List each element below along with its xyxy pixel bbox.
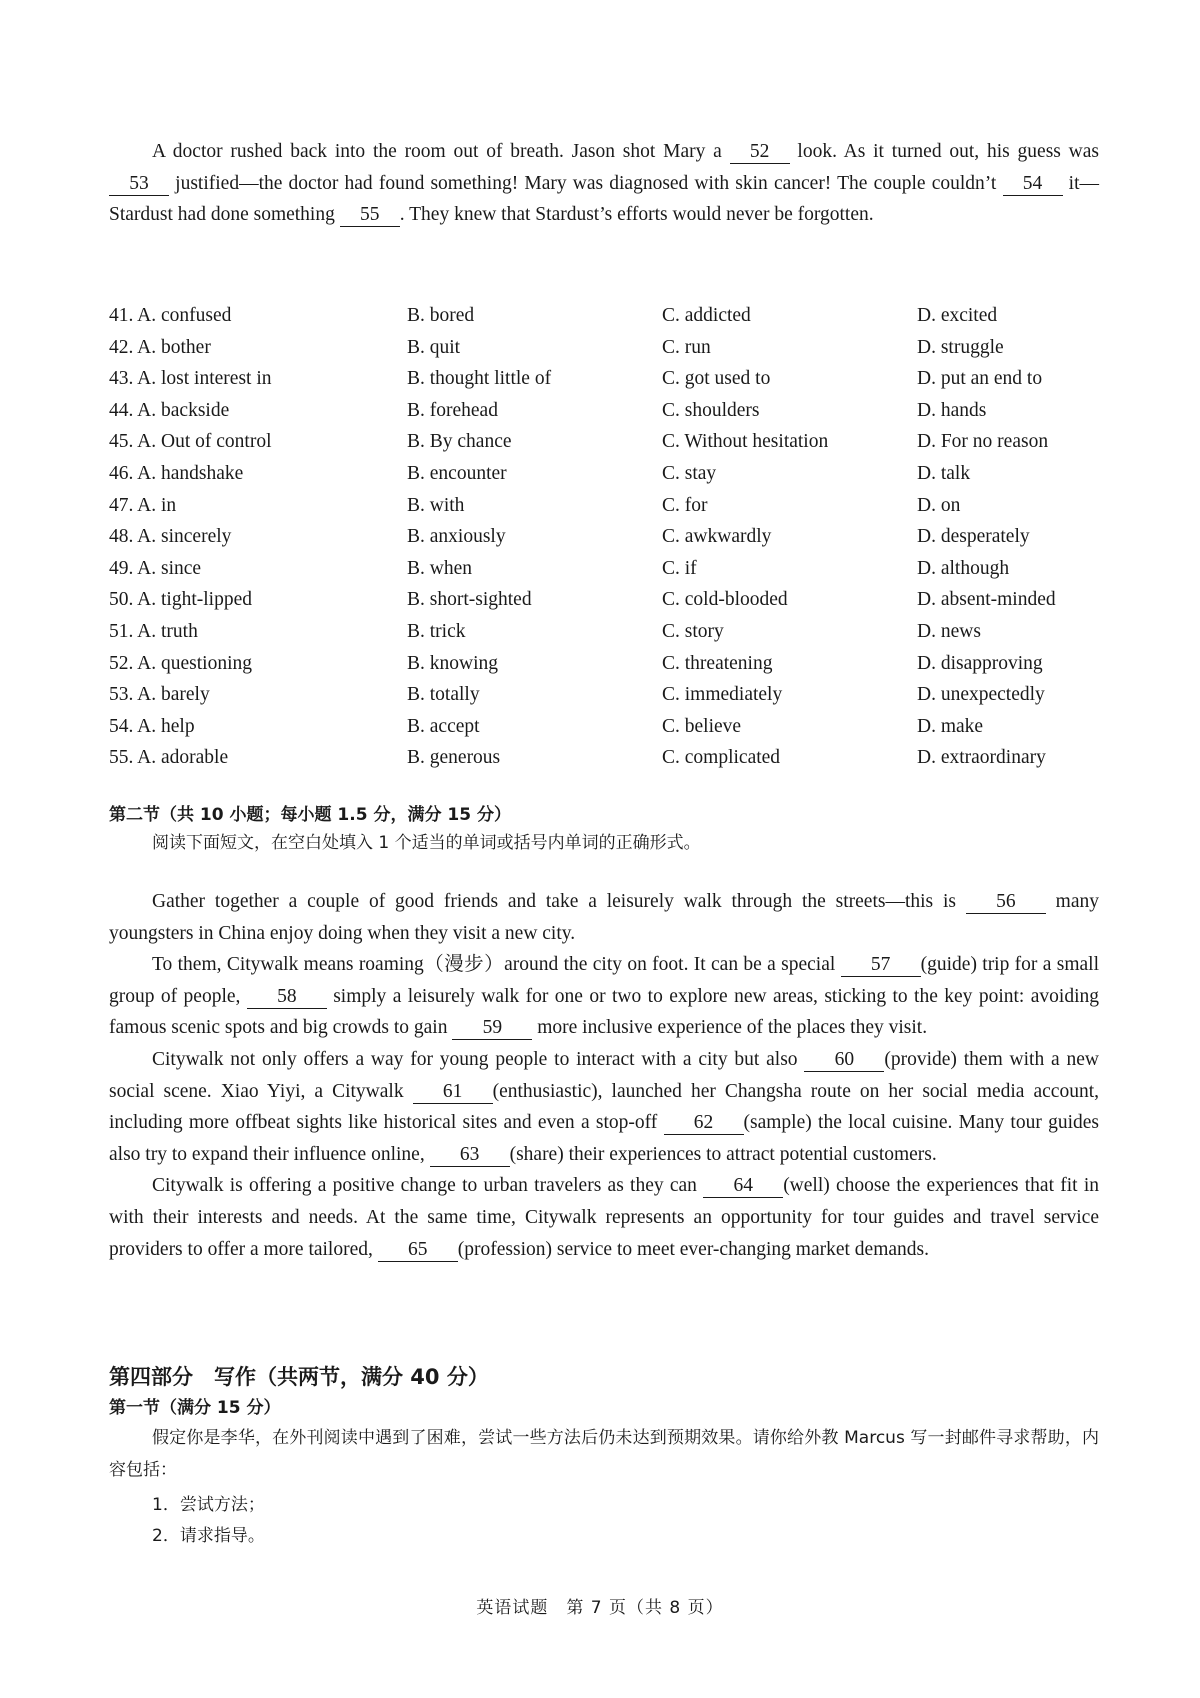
option-c: C. story <box>662 620 724 642</box>
writing-item-2: 2．请求指导。 <box>152 1526 265 1546</box>
option-c: C. complicated <box>662 747 781 769</box>
option-a: 52. A. questioning <box>109 652 253 674</box>
blank-55: 55 <box>340 204 400 227</box>
option-a: 41. A. confused <box>109 305 232 326</box>
option-row <box>109 648 1099 680</box>
passage-text: (well) choose the experiences that fit in with their interests and needs. At the same time, Citywalk represents an opportunity for tour guides and travel service providers to offer a more tailored, <box>109 1175 1099 1260</box>
blank-58: 58 <box>247 986 327 1009</box>
option-b: B. forehead <box>407 399 498 421</box>
option-b: B. trick <box>407 620 466 642</box>
option-c: C. threatening <box>662 652 773 674</box>
option-a: 50. A. tight-lipped <box>109 589 252 611</box>
option-c: C. addicted <box>662 305 751 326</box>
option-c: C. for <box>662 494 708 516</box>
option-a: 43. A. lost interest in <box>109 368 272 390</box>
option-d: D. For no reason <box>917 431 1049 453</box>
option-a: 51. A. truth <box>109 620 198 642</box>
option-d: D. absent-minded <box>917 589 1056 611</box>
option-d: D. extraordinary <box>917 747 1046 769</box>
passage-text: (provide) them with a new social scene. Xiao Yiyi, a Citywalk <box>109 1048 1099 1102</box>
option-c: C. Without hesitation <box>662 431 829 453</box>
option-c: C. stay <box>662 462 717 484</box>
option-d: D. talk <box>917 462 971 484</box>
option-d: D. struggle <box>917 336 1004 358</box>
option-c: C. cold-blooded <box>662 589 788 611</box>
option-row <box>109 300 1099 332</box>
passage-text: . They knew that Stardust’s efforts would never be forgotten. <box>399 204 874 226</box>
blank-56: 56 <box>966 891 1046 914</box>
option-b: B. thought little of <box>407 368 552 390</box>
part-4-heading: 第四部分 写作（共两节，满分 40 分） <box>109 1365 489 1389</box>
option-b: B. bored <box>407 305 475 326</box>
passage-text: Citywalk is offering a positive change to urban travelers as they can <box>152 1175 704 1197</box>
option-b: B. knowing <box>407 652 499 674</box>
passage-text: (share) their experiences to attract potential customers. <box>509 1143 937 1165</box>
option-a: 49. A. since <box>109 557 202 579</box>
option-b: B. accept <box>407 715 480 737</box>
option-b: B. totally <box>407 684 480 706</box>
section-2-instruction: 阅读下面短文，在空白处填入 1 个适当的单词或括号内单词的正确形式。 <box>152 833 701 853</box>
blank-65: 65 <box>378 1239 458 1262</box>
option-row <box>109 711 1099 743</box>
passage-2-paragraph-2 <box>109 949 1099 1044</box>
passage-2-paragraph-4 <box>109 1170 1099 1265</box>
part-4-section-1-heading: 第一节（满分 15 分） <box>109 1398 281 1418</box>
option-c: C. immediately <box>662 684 783 706</box>
blank-53: 53 <box>109 173 169 196</box>
passage-text: A doctor rushed back into the room out of breath. Jason shot Mary a <box>152 141 730 162</box>
passage-2 <box>109 886 1099 1265</box>
blank-57: 57 <box>841 954 921 977</box>
option-row <box>109 616 1099 648</box>
option-c: C. shoulders <box>662 399 760 421</box>
option-d: D. disapproving <box>917 652 1043 674</box>
option-d: D. unexpectedly <box>917 684 1045 706</box>
option-c: C. believe <box>662 715 742 737</box>
option-row <box>109 458 1099 490</box>
option-a: 54. A. help <box>109 715 195 737</box>
option-a: 48. A. sincerely <box>109 526 232 548</box>
option-row <box>109 584 1099 616</box>
option-c: C. got used to <box>662 368 771 390</box>
option-row <box>109 332 1099 364</box>
option-c: C. run <box>662 336 711 358</box>
passage-text: it—Stardust had done something <box>109 172 1100 226</box>
passage-paragraph-1 <box>109 136 1099 231</box>
option-b: B. anxiously <box>407 526 506 548</box>
option-d: D. although <box>917 557 1010 579</box>
blank-62: 62 <box>664 1112 744 1135</box>
passage-text: look. As it turned out, his guess was <box>789 141 1099 162</box>
passage-text: many youngsters in China enjoy doing when they visit a new city. <box>109 891 1099 944</box>
option-c: C. if <box>662 557 697 579</box>
option-d: D. put an end to <box>917 368 1043 390</box>
writing-item-1: 1．尝试方法； <box>152 1495 265 1515</box>
option-c: C. awkwardly <box>662 526 772 548</box>
blank-63: 63 <box>430 1144 510 1167</box>
option-d: D. desperately <box>917 526 1030 548</box>
option-b: B. By chance <box>407 431 512 453</box>
writing-prompt: 假定你是李华，在外刊阅读中遇到了困难，尝试一些方法后仍未达到预期效果。请你给外教 Marcus 写一封邮件寻求帮助，内容包括： <box>109 1428 1099 1480</box>
option-d: D. make <box>917 715 984 737</box>
option-row <box>109 363 1099 395</box>
option-b: B. quit <box>407 336 461 358</box>
option-a: 42. A. bother <box>109 336 211 358</box>
passage-text: To them, Citywalk means roaming（漫步）around the city on foot. It can be a special <box>152 954 841 976</box>
passage-text: more inclusive experience of the places they visit. <box>532 1017 928 1039</box>
option-a: 53. A. barely <box>109 684 210 706</box>
passage-text: (guide) trip for a small group of people, <box>109 954 1099 1007</box>
passage-text: (profession) service to meet ever-changing market demands. <box>457 1238 929 1260</box>
option-row <box>109 426 1099 458</box>
options-list <box>109 300 1099 774</box>
option-d: D. news <box>917 620 981 642</box>
option-b: B. short-sighted <box>407 589 532 611</box>
passage-text: simply a leisurely walk for one or two to explore new areas, sticking to the key point: avoiding famous scenic spots and big crowds to gain <box>109 985 1099 1039</box>
option-row <box>109 395 1099 427</box>
option-row <box>109 553 1099 585</box>
passage-text: Citywalk not only offers a way for young people to interact with a city but also <box>152 1048 805 1070</box>
page-footer: 英语试题 第 7 页（共 8 页） <box>476 1598 724 1618</box>
option-row <box>109 521 1099 553</box>
option-a: 45. A. Out of control <box>109 431 272 453</box>
blank-52: 52 <box>730 141 790 164</box>
option-row <box>109 679 1099 711</box>
passage-text: Gather together a couple of good friends and take a leisurely walk through the streets—this is <box>152 891 966 912</box>
passage-2-paragraph-1 <box>109 886 1099 949</box>
option-d: D. on <box>917 494 961 516</box>
option-b: B. with <box>407 494 465 516</box>
option-row <box>109 490 1099 522</box>
option-b: B. generous <box>407 747 501 769</box>
blank-54: 54 <box>1003 173 1063 196</box>
option-a: 47. A. in <box>109 494 177 516</box>
option-b: B. encounter <box>407 462 507 484</box>
option-a: 46. A. handshake <box>109 462 244 484</box>
blank-59: 59 <box>452 1017 532 1040</box>
option-b: B. when <box>407 557 472 579</box>
passage-text: (enthusiastic), launched her Changsha route on her social media account, including more offbeat sights like historical sites and even a stop-off <box>109 1080 1099 1134</box>
option-a: 55. A. adorable <box>109 747 229 769</box>
option-row <box>109 742 1099 774</box>
blank-64: 64 <box>703 1175 783 1198</box>
passage-text: (sample) the local cuisine. Many tour guides also try to expand their influence online, <box>109 1112 1100 1165</box>
blank-61: 61 <box>413 1081 493 1104</box>
option-d: D. hands <box>917 399 987 421</box>
option-d: D. excited <box>917 305 998 326</box>
passage-text: justified—the doctor had found something! Mary was diagnosed with skin cancer! The couple couldn’t <box>169 172 1003 194</box>
section-2-heading: 第二节（共 10 小题；每小题 1.5 分，满分 15 分） <box>109 805 511 825</box>
option-a: 44. A. backside <box>109 399 230 421</box>
passage-2-paragraph-3 <box>109 1044 1099 1170</box>
blank-60: 60 <box>804 1049 884 1072</box>
